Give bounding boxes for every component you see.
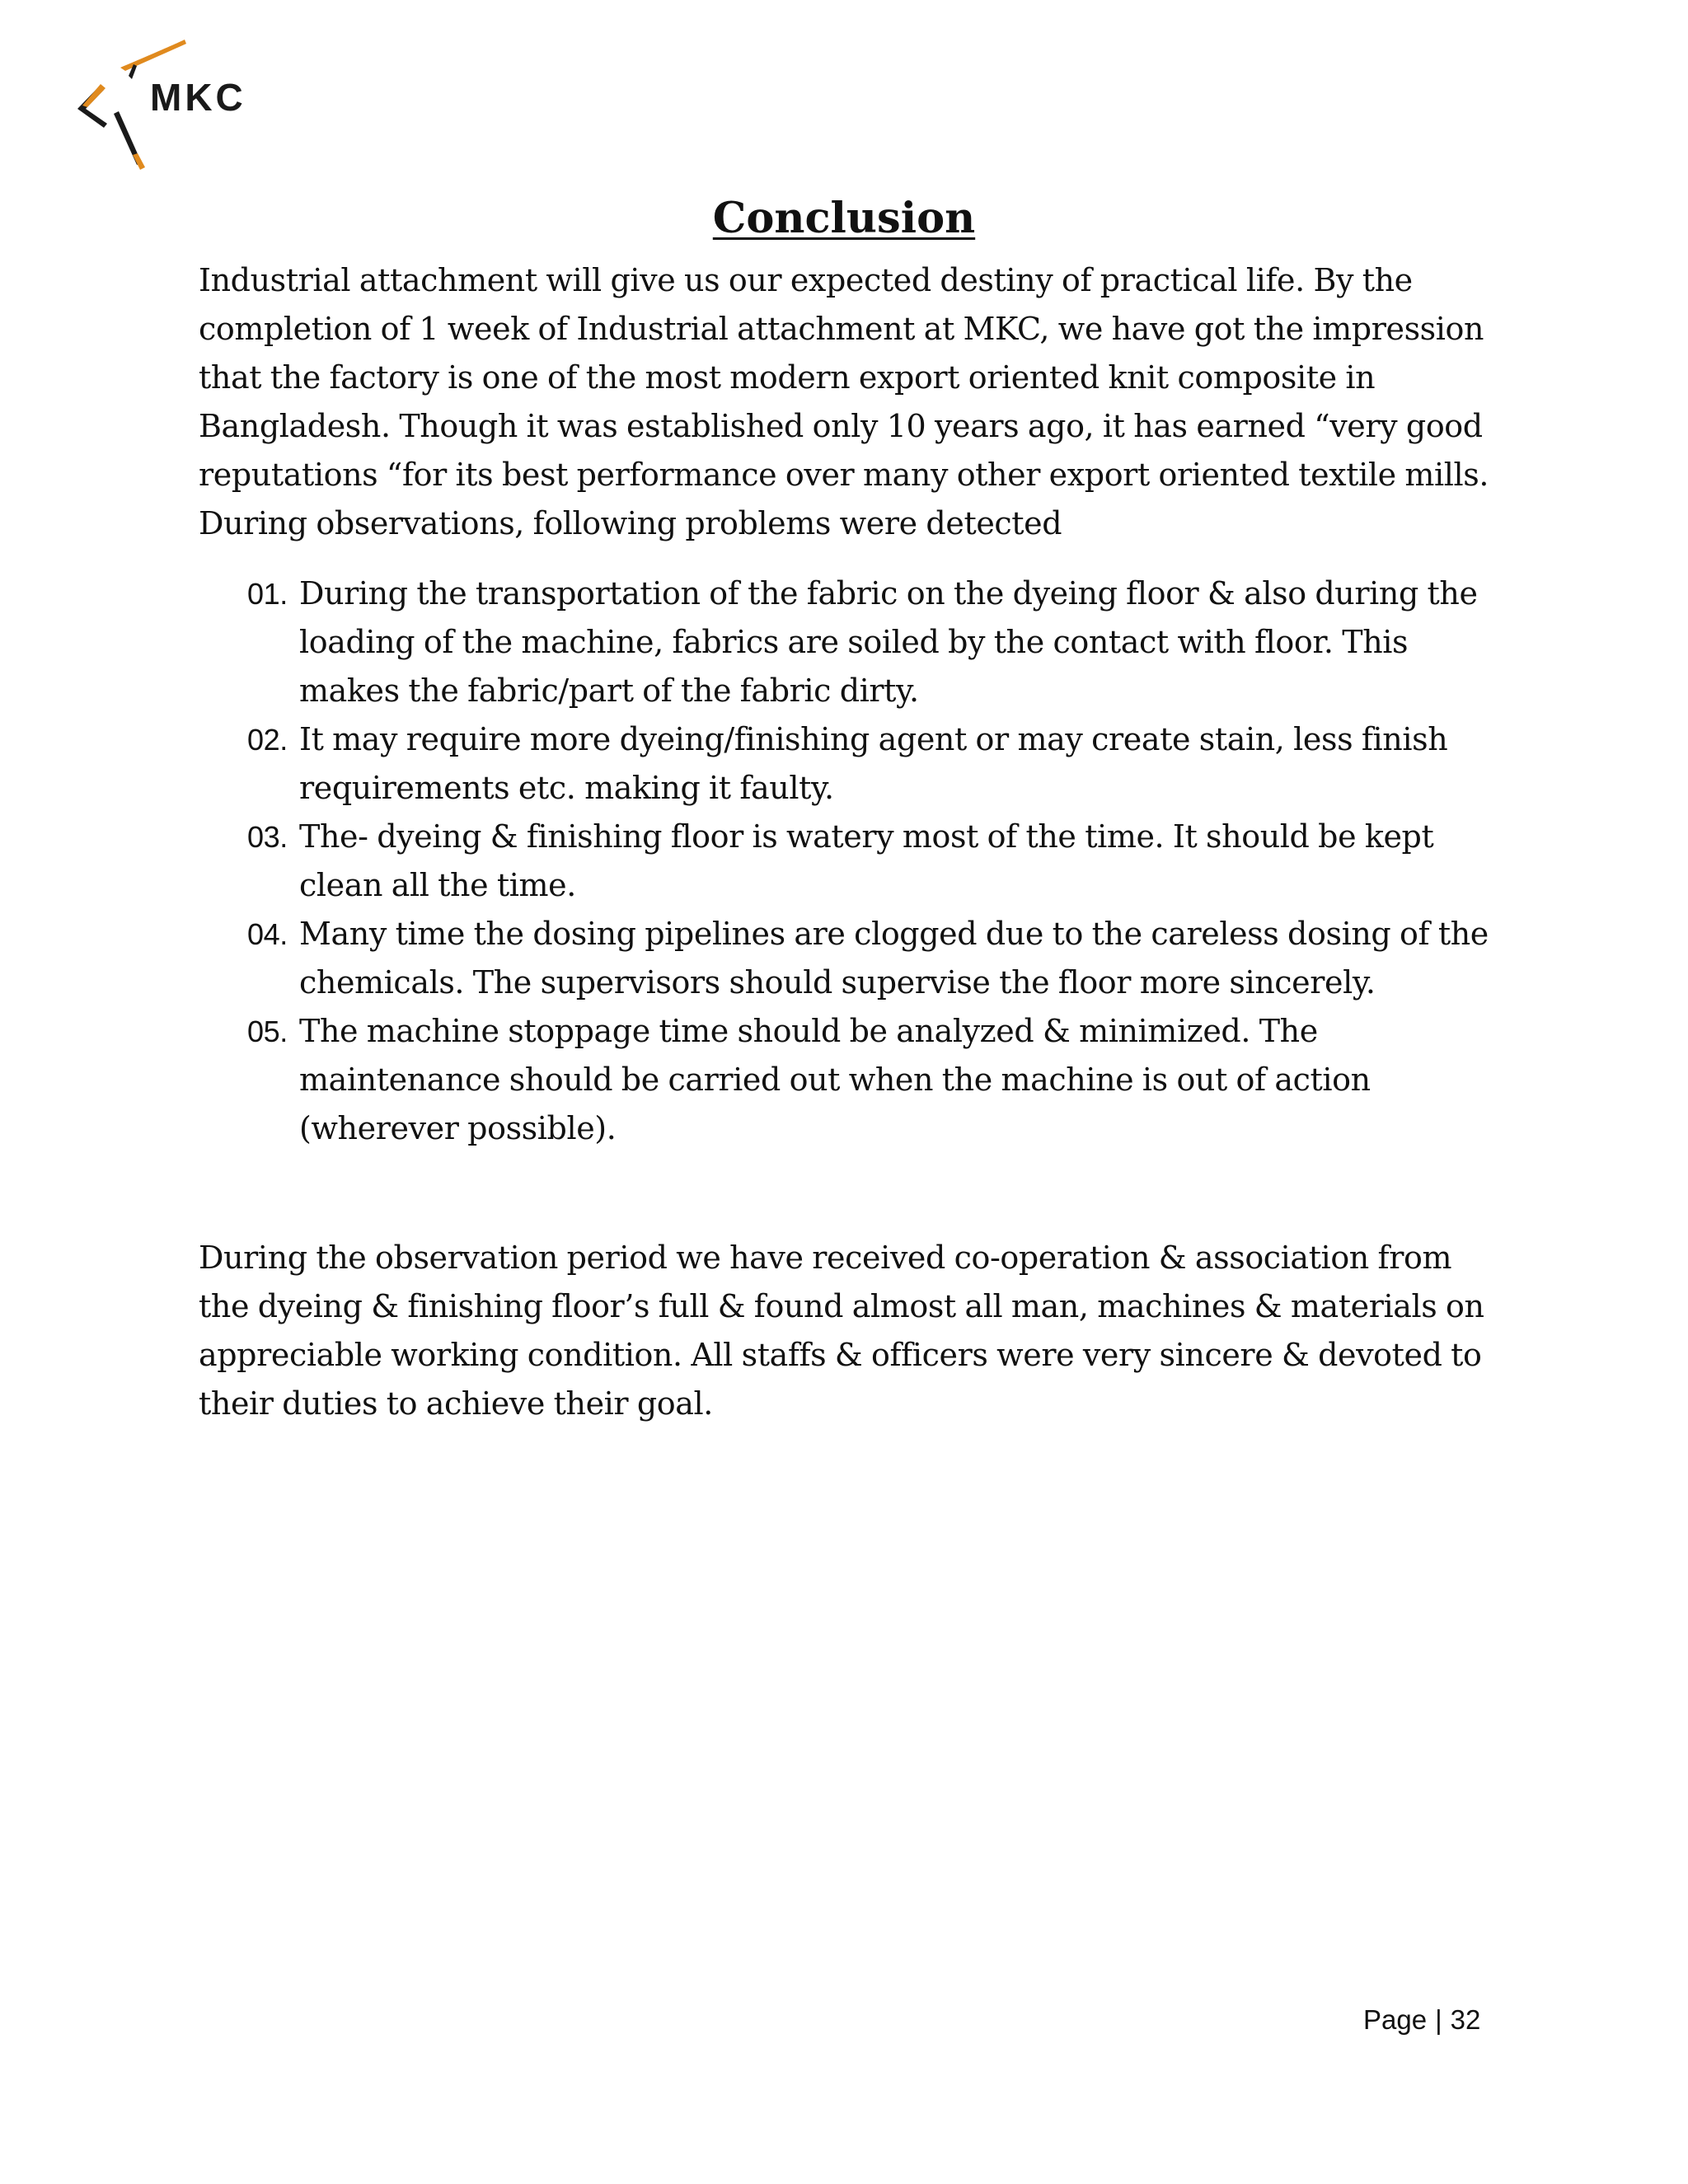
page-number: 32 xyxy=(1450,2004,1481,2035)
list-item xyxy=(247,569,1489,715)
logo-left-chevron-accent xyxy=(82,84,106,107)
logo-top-swoosh xyxy=(120,40,186,71)
page-separator: | xyxy=(1435,2004,1442,2035)
list-item-number: 05. xyxy=(247,1014,288,1048)
list-item-number: 02. xyxy=(247,722,288,757)
list-item-text: The machine stoppage time should be analyzed & minimized. The maintenance should be carried out when the machine is out of action (wherever possible). xyxy=(299,1012,1371,1146)
list-item-number: 04. xyxy=(247,916,288,951)
logo-left-chevron xyxy=(77,86,107,128)
intro-paragraph: Industrial attachment will give us our expected destiny of practical life. By the completion of 1 week of Industrial attachment at MKC, we have got the impression that the factory is one of the most modern export oriented knit composite in Bangladesh. Though it was established only 10 years ago, it has earned “very good reputations “for its best performance over many other export oriented textile mills. During observations, following problems were detected xyxy=(199,261,1489,541)
list-item xyxy=(247,1007,1489,1153)
logo-wordmark: MKC xyxy=(150,76,246,119)
page-title xyxy=(199,194,1489,243)
closing-paragraph: During the observation period we have received co-operation & association from the dyeing & finishing floor’s full & found almost all man, machines & materials on appreciable working condition. All staffs & officers were very sincere & devoted to their duties to achieve their goal. xyxy=(199,1239,1484,1422)
page-label: Page xyxy=(1363,2004,1428,2035)
list-item-number: 01. xyxy=(247,576,288,611)
list-item-text: Many time the dosing pipelines are clogged due to the careless dosing of the chemicals. The supervisors should supervise the floor more sincerely. xyxy=(299,915,1489,1001)
mkc-logo-mark xyxy=(71,33,285,177)
page-title-text: Conclusion xyxy=(712,194,976,243)
list-item xyxy=(247,813,1489,910)
mkc-logo xyxy=(71,33,285,177)
logo-descending-accent xyxy=(133,153,145,170)
list-item-text: It may require more dyeing/finishing agent or may create stain, less finish requirements etc. making it faulty. xyxy=(299,720,1448,806)
list-item xyxy=(247,910,1489,1007)
list-item-text: The- dyeing & finishing floor is watery most of the time. It should be kept clean all the time. xyxy=(299,818,1434,903)
list-item-number: 03. xyxy=(247,819,288,854)
list-item-text: During the transportation of the fabric on the dyeing floor & also during the loading of the machine, fabrics are soiled by the contact with floor. This makes the fabric/part of the fabric dirty. xyxy=(299,574,1478,709)
list-item xyxy=(247,715,1489,813)
page-footer xyxy=(1363,2004,1480,2036)
main-content xyxy=(199,194,1489,1428)
problems-list xyxy=(199,569,1489,1153)
